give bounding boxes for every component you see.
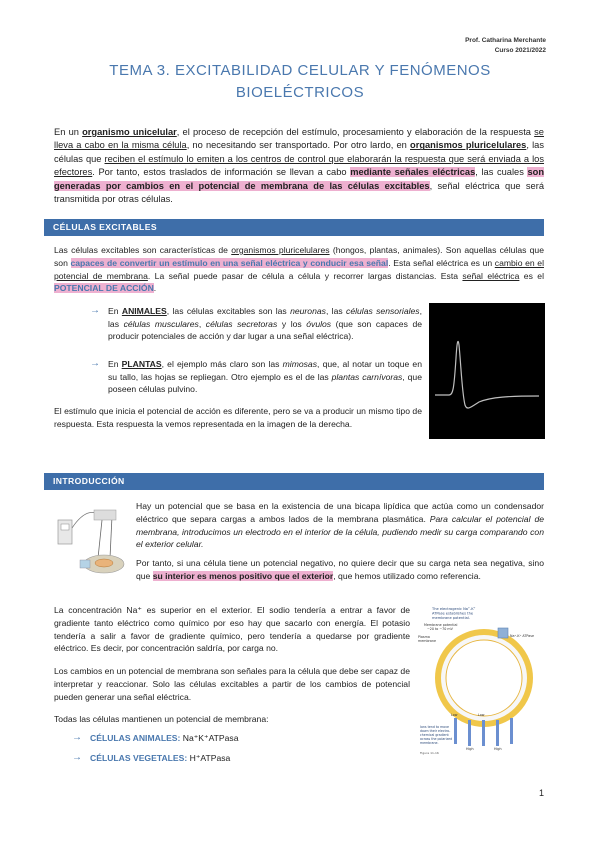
text: (que son capaces de producir potenciales de acción y dar lugar a una señal eléctrica). — [108, 318, 423, 342]
figure-text: Low — [478, 713, 485, 717]
text-italic: neuronas — [290, 306, 326, 316]
title-line-2: BIOELÉCTRICOS — [235, 84, 365, 101]
text-underline: se lleva a cabo en la misma célula — [54, 127, 544, 151]
text: , que hemos utilizado como referencia. — [333, 570, 481, 581]
text: , las — [108, 306, 422, 329]
text-emph: organismos pluricelulares — [410, 140, 527, 151]
text: . Esta señal eléctrica es un — [388, 257, 495, 268]
membrane-changes-paragraph: Los cambios en un potencial de membrana son señales para la célula que debe ser capaz de interpretar y reaccionar. Solo las células excitables a partir de los cambios de potencial pueden generar una señal eléctrica. — [54, 666, 410, 702]
figure-text: membrane — [418, 639, 437, 643]
figure-text: ATPase establishes the — [432, 611, 474, 616]
page-title — [60, 60, 540, 104]
text: . Por tanto, estos traslados de información se llevan a cabo — [92, 167, 351, 178]
text: y los — [277, 318, 307, 329]
page-number: 1 — [538, 788, 544, 798]
text: . — [153, 283, 157, 294]
text-highlight: POTENCIAL DE ACCIÓN — [54, 283, 154, 294]
arrow-icon: → — [90, 358, 100, 369]
list-item-celulas-vegetales — [72, 752, 350, 765]
title-line-1: TEMA 3. EXCITABILIDAD CELULAR Y FENÓMENOS — [109, 62, 491, 79]
figure-text: Figure 11-16 — [420, 751, 439, 755]
text-highlight: son generadas por cambios en el potencial de membrana de las células excitables — [54, 167, 545, 191]
figure-text: chemical gradient — [420, 733, 449, 737]
figure-text: Na⁺-K⁺ ATPase — [510, 634, 534, 638]
text: Las células excitables son características de — [54, 245, 232, 255]
figure-text: membrane. — [420, 741, 439, 745]
sodium-potassium-paragraph: La concentración Na⁺ es superior en el exterior. El sodio tendería a entrar a favor de gradiente tanto eléctrico como químico por eso hay que sacarlo con energía. El potasio tendería a salir a favor de gradiente químico, pero tendería a quedarse por gradiente eléctrico. Es decir, por concentración saldría, por carga no. — [54, 605, 410, 654]
text: , las cuales — [475, 167, 528, 178]
text: En — [108, 359, 122, 369]
text: , — [198, 318, 206, 329]
electrode-setup-illustration — [54, 500, 128, 582]
text-italic: Para calcular el potencial de membrana, introducimos un electrodo en el interior de la célula, pudiendo medir su carga comparando con el exterior celular. — [136, 513, 544, 550]
section-header-introduccion: INTRODUCCIÓN — [44, 473, 544, 490]
figure-text: High — [466, 747, 474, 751]
arrow-icon: → — [72, 732, 82, 743]
figure-text: Membrane potential — [424, 623, 458, 627]
arrow-icon: → — [90, 305, 100, 316]
text-italic: células musculares — [123, 318, 199, 329]
text: , las — [325, 306, 347, 316]
stimulus-paragraph: El estímulo que inicia el potencial de acción es diferente, pero se va a producir un mismo tipo de respuesta. Esta respuesta la vemos representada en la imagen de la derecha. — [54, 406, 422, 429]
text-italic: células sensoriales — [346, 306, 420, 316]
text: , las células que — [54, 140, 544, 164]
text-highlight: mediante señales eléctricas — [350, 167, 476, 178]
excitable-cells-paragraph — [54, 244, 544, 295]
text-underline: cambio en el potencial de membrana — [54, 257, 544, 281]
electrode-diagram — [54, 500, 128, 582]
arrow-icon: → — [72, 752, 82, 763]
negative-potential-paragraph — [136, 557, 544, 583]
intro-paragraph — [54, 126, 544, 206]
membrane-potential-figure — [418, 604, 544, 768]
text-emph: organismo unicelular — [82, 127, 177, 137]
text-label: CÉLULAS VEGETALES: — [90, 753, 188, 763]
text-highlight: su interior es menos positivo que el exterior — [152, 570, 334, 581]
text-italic: óvulos — [306, 318, 332, 329]
figure-text: across the polarized — [420, 737, 453, 741]
text: Na⁺K⁺ATPasa — [180, 733, 239, 743]
list-item-celulas-animales — [72, 732, 350, 745]
text-italic: células secretoras — [205, 318, 278, 329]
text-italic: mimosas — [282, 359, 318, 369]
figure-text: Ions tend to move — [420, 725, 449, 729]
author-name: Prof. Catharina Merchante — [465, 37, 546, 44]
text: , que, al notar un toque en su tallo, las hojas se repliegan. Otro ejemplo es el de las — [108, 359, 422, 382]
text: , el proceso de recepción del estímulo, procesamiento y elaboración de la respuesta — [176, 127, 535, 137]
text-underline: organismos pluricelulares — [231, 245, 330, 255]
course-year: Curso 2021/2022 — [494, 47, 546, 54]
text: En un — [54, 127, 83, 137]
text-underline: señal eléctrica — [462, 270, 520, 281]
atpase-diagram — [418, 604, 544, 768]
text: , no necesitando ser transportado. Por otro lardo, en — [186, 140, 411, 151]
figure-text: membrane potential. — [432, 616, 470, 620]
text: , señal eléctrica que será transmitida por otras células. — [54, 180, 544, 205]
text: En — [108, 306, 122, 316]
figure-text: Low — [451, 713, 458, 717]
action-potential-image — [429, 303, 545, 439]
figure-text: The electrogenic Na⁺-K⁺ — [432, 607, 476, 611]
figure-text: High — [494, 747, 502, 751]
text-highlight: capaces de convertir un estímulo en una señal eléctrica y conducir esa señal — [70, 257, 389, 268]
text-label: CÉLULAS ANIMALES: — [90, 733, 181, 743]
text: , que poseen células pulvino. — [108, 371, 422, 395]
action-potential-trace — [429, 303, 545, 439]
text-italic: plantas carnívoras — [331, 371, 403, 382]
text: Por tanto, si una célula tiene un potencial negativo, no quiere decir que su carga neta sea negativa, sino que — [136, 558, 544, 581]
membrane-potential-lead: Todas las células mantienen un potencial de membrana: — [54, 714, 269, 724]
section-header-celulas-excitables: CÉLULAS EXCITABLES — [44, 219, 544, 236]
text: es el — [519, 270, 544, 281]
bullet-plantas — [90, 358, 422, 396]
text-emph: PLANTAS — [121, 359, 162, 369]
document-header — [465, 36, 546, 56]
text: , el ejemplo más claro son las — [161, 359, 283, 369]
figure-text: −20 to −70 mV — [427, 627, 453, 631]
figure-text: Plasma — [418, 635, 430, 639]
text: Hay un potencial que se basa en la existencia de una bicapa lipídica que actúa como un condensador eléctrico que separa cargas a ambos lados de la membrana plasmática. — [136, 501, 544, 524]
text: . La señal puede pasar de célula a célula y recorrer largas distancias. Esta — [147, 270, 463, 281]
text-underline: reciben el estímulo lo emiten a los centros de control que elaborarán la respuesta que será enviada a los efectores — [54, 153, 545, 178]
bilayer-paragraph — [136, 500, 544, 551]
text: (hongos, plantas, animales). Son aquellas células que son — [54, 245, 544, 268]
text: , las células excitables son las — [166, 306, 291, 316]
text-emph: ANIMALES — [121, 306, 167, 316]
text: H⁺ATPasa — [187, 753, 231, 763]
bullet-animales — [90, 305, 423, 343]
figure-text: down their electro- — [420, 729, 451, 733]
